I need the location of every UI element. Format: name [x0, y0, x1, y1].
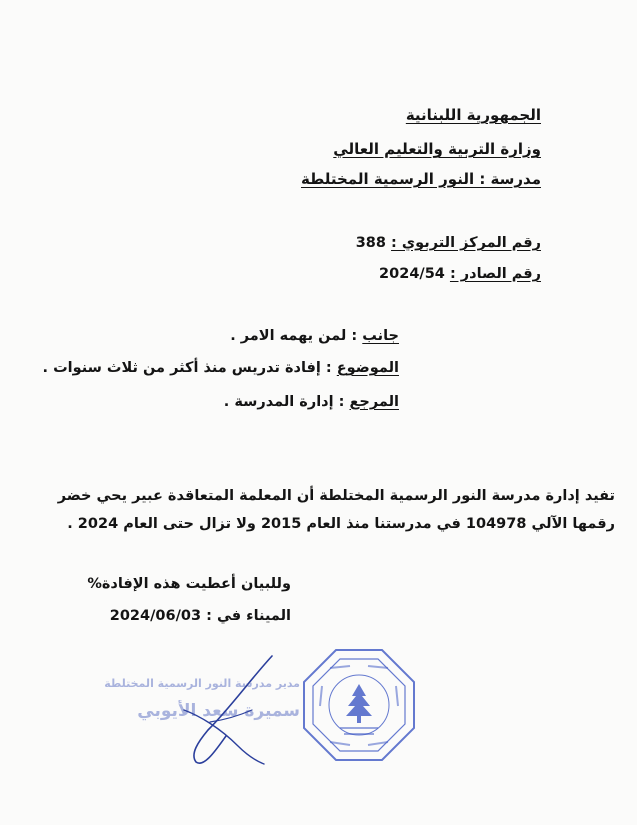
signature-name: سميرة سعد الأيوبي	[137, 701, 300, 721]
republic-heading: الجمهورية اللبنانية	[405, 106, 541, 124]
center-number-label: رقم المركز التربوي :	[391, 235, 541, 251]
place-date-line	[110, 608, 291, 624]
to-label: جانب	[362, 328, 399, 344]
school-name: مدرسة : النور الرسمية المختلطة	[301, 170, 541, 188]
reference-line	[224, 394, 399, 410]
center-number-value: 388	[355, 235, 386, 251]
body-line-2: رقمها الآلي 104978 في مدرستنا منذ العام 2015 ولا تزال حتى العام 2024 .	[67, 516, 615, 532]
closing-statement: وللبيان أعطيت هذه الإفادة%	[87, 576, 291, 592]
body-line-1: تفيد إدارة مدرسة النور الرسمية المختلطة أن المعلمة المتعاقدة عبير يحي خضر	[57, 488, 615, 504]
cedar-icon	[346, 684, 372, 723]
issue-date: 2024/06/03	[109, 608, 202, 624]
subject-value: : إفادة تدريس منذ أكثر من ثلاث سنوات .	[42, 360, 332, 376]
to-value: : لمن يهمه الامر .	[230, 328, 358, 344]
subject-line	[43, 360, 399, 376]
place-date-label: الميناء في :	[206, 608, 291, 624]
school-heading	[301, 170, 541, 188]
issued-number-label: رقم الصادر :	[449, 266, 541, 282]
ministry-heading: وزارة التربية والتعليم العالي	[333, 140, 541, 158]
issued-number-line	[379, 266, 541, 282]
reference-value: : إدارة المدرسة .	[223, 394, 345, 410]
issued-number-value: 2024/54	[379, 266, 445, 282]
subject-label: الموضوع	[336, 360, 399, 376]
reference-label: المرجع	[349, 394, 399, 410]
center-number-line	[356, 235, 541, 251]
school-stamp	[300, 646, 418, 764]
to-line	[230, 328, 399, 344]
signature-title: مدير مدرسة النور الرسمية المختلطة	[104, 677, 300, 690]
handwritten-signature	[180, 650, 280, 770]
